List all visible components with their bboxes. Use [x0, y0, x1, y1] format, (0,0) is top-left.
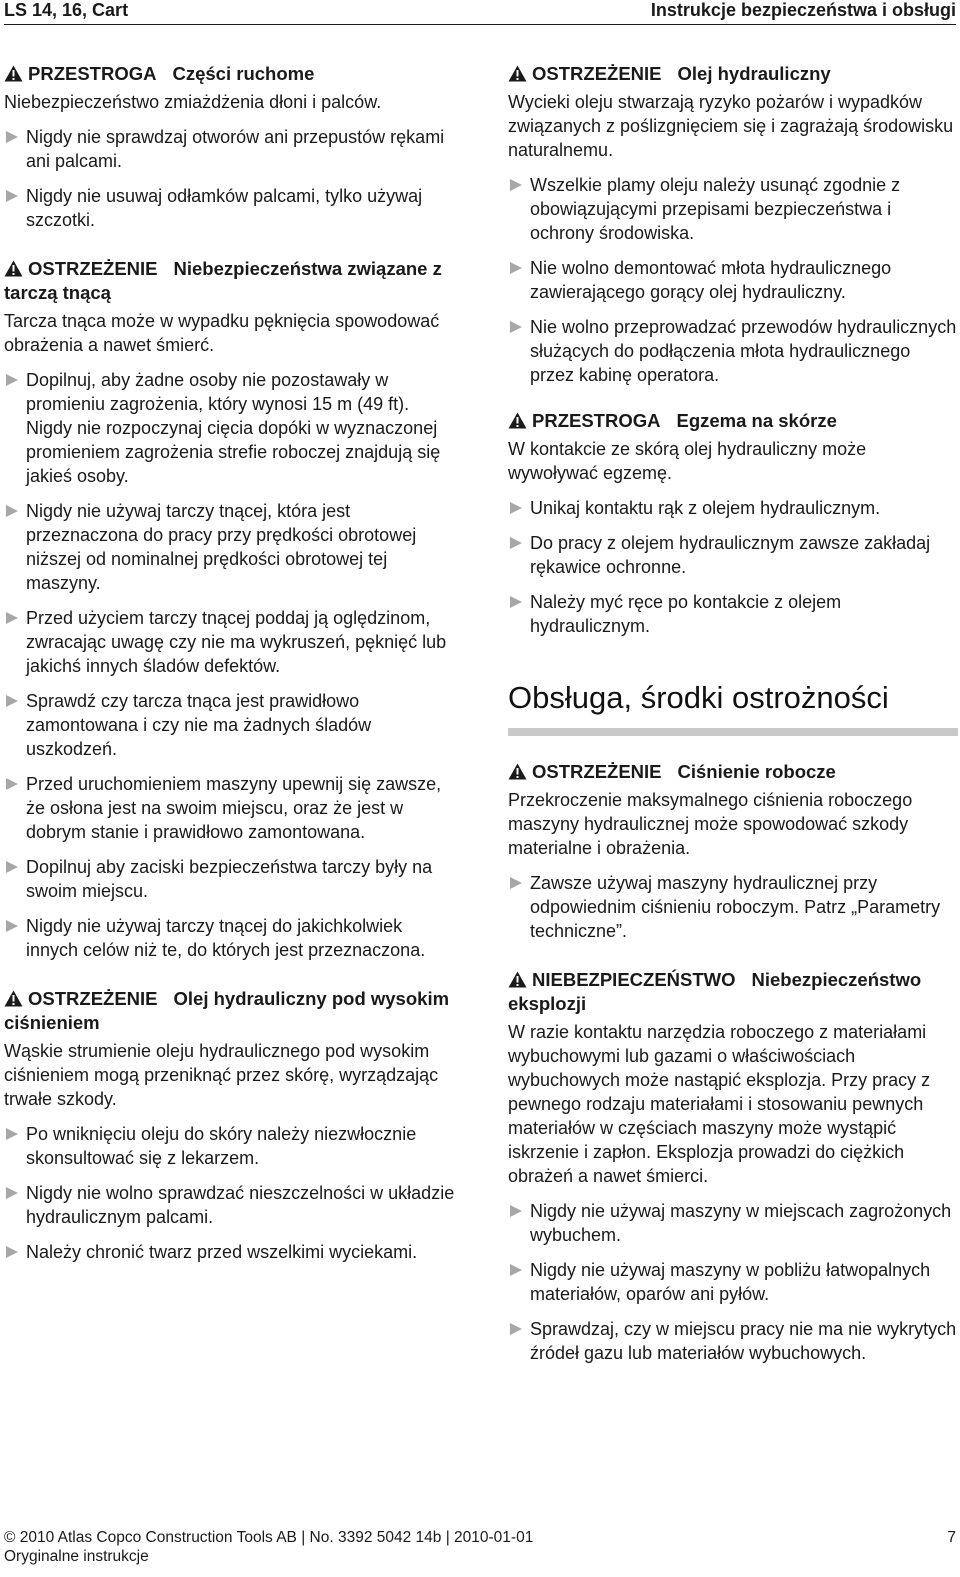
- warning-triangle-icon: [4, 260, 23, 277]
- bullet-arrow-icon: [6, 1187, 18, 1199]
- bullet-arrow-icon: [6, 131, 18, 143]
- header-product: LS 14, 16, Cart: [4, 0, 129, 20]
- list-item: Przed użyciem tarczy tnącej poddaj ją oględzinom, zwracając uwagę czy nie ma wykruszeń, pęknięć lub jakichś innych śladów defektów.: [4, 606, 456, 678]
- right-column: [508, 62, 958, 1365]
- bullet-arrow-icon: [6, 920, 18, 932]
- safety-section: [508, 760, 958, 943]
- signal-word: OSTRZEŻENIE: [532, 761, 662, 782]
- bullet-arrow-icon: [510, 596, 522, 608]
- bullet-arrow-icon: [510, 321, 522, 333]
- bullet-arrow-icon: [6, 374, 18, 386]
- left-column: [4, 62, 456, 1264]
- bullet-arrow-icon: [510, 877, 522, 889]
- bullet-list: [4, 1122, 456, 1264]
- list-item: Dopilnuj aby zaciski bezpieczeństwa tarczy były na swoim miejscu.: [4, 855, 456, 903]
- list-item: Nigdy nie używaj tarczy tnącej do jakichkolwiek innych celów niż te, do których jest przeznaczona.: [4, 914, 456, 962]
- section-description: Wąskie strumienie oleju hydraulicznego pod wysokim ciśnieniem mogą przeniknąć przez skórę, wyrządzając trwałe szkody.: [4, 1041, 439, 1109]
- bullet-list: [508, 173, 958, 387]
- chapter-heading-block: [508, 680, 958, 736]
- section-heading: [508, 760, 958, 784]
- list-item: Należy myć ręce po kontakcie z olejem hydraulicznym.: [508, 590, 958, 638]
- list-item: Nie wolno przeprowadzać przewodów hydraulicznych służących do podłączenia młota hydraulicznego przez kabinę operatora.: [508, 315, 958, 387]
- page-footer: [4, 1528, 956, 1566]
- section-title: Olej hydrauliczny: [677, 63, 831, 84]
- bullet-arrow-icon: [510, 179, 522, 191]
- list-item: Należy chronić twarz przed wszelkimi wyciekami.: [4, 1240, 456, 1264]
- list-item: Nigdy nie usuwaj odłamków palcami, tylko używaj szczotki.: [4, 184, 456, 232]
- bullet-arrow-icon: [510, 1264, 522, 1276]
- signal-word: OSTRZEŻENIE: [28, 988, 158, 1009]
- safety-section: [508, 409, 958, 638]
- bullet-arrow-icon: [510, 1205, 522, 1217]
- list-item: Dopilnuj, aby żadne osoby nie pozostawały w promieniu zagrożenia, który wynosi 15 m (49 ft). Nigdy nie rozpoczynaj cięcia dopóki w wyznaczonej promieniem zagrożenia strefie roboczej znajdują się jakieś osoby.: [4, 368, 456, 488]
- footer-copyright: © 2010 Atlas Copco Construction Tools AB | No. 3392 5042 14b | 2010-01-01: [4, 1529, 534, 1546]
- section-heading: [4, 62, 456, 86]
- list-item: Nigdy nie wolno sprawdzać nieszczelności w układzie hydraulicznym palcami.: [4, 1181, 456, 1229]
- bullet-arrow-icon: [6, 861, 18, 873]
- footer-original-note: Oryginalne instrukcje: [4, 1548, 149, 1565]
- list-item: Nigdy nie sprawdzaj otworów ani przepustów rękami ani palcami.: [4, 125, 456, 173]
- bullet-list: [508, 496, 958, 638]
- signal-word: PRZESTROGA: [532, 410, 661, 431]
- safety-section: [508, 968, 958, 1365]
- section-description: Tarcza tnąca może w wypadku pęknięcia spowodować obrażenia a nawet śmierć.: [4, 311, 440, 355]
- section-heading: [4, 987, 456, 1035]
- heading-underline-bar: [508, 728, 958, 736]
- list-item: Unikaj kontaktu rąk z olejem hydraulicznym.: [508, 496, 958, 520]
- warning-triangle-icon: [508, 412, 527, 429]
- list-item: Zawsze używaj maszyny hydraulicznej przy odpowiednim ciśnieniu roboczym. Patrz „Parametry techniczne”.: [508, 871, 958, 943]
- section-description: W kontakcie ze skórą olej hydrauliczny może wywoływać egzemę.: [508, 439, 867, 483]
- section-description: Wycieki oleju stwarzają ryzyko pożarów i wypadków związanych z poślizgnięciem się i zagrażają środowisku naturalnemu.: [508, 92, 954, 160]
- bullet-list: [508, 1199, 958, 1365]
- bullet-arrow-icon: [6, 190, 18, 202]
- bullet-arrow-icon: [6, 778, 18, 790]
- list-item: Po wniknięciu oleju do skóry należy niezwłocznie skonsultować się z lekarzem.: [4, 1122, 456, 1170]
- list-item: Nigdy nie używaj maszyny w pobliżu łatwopalnych materiałów, oparów ani pyłów.: [508, 1258, 958, 1306]
- section-title: Egzema na skórze: [676, 410, 837, 431]
- bullet-arrow-icon: [510, 1323, 522, 1335]
- list-item: Wszelkie plamy oleju należy usunąć zgodnie z obowiązującymi przepisami bezpieczeństwa i ochrony środowiska.: [508, 173, 958, 245]
- section-title: Części ruchome: [172, 63, 315, 84]
- section-title: Olej hydrauliczny pod wysokim ciśnieniem: [4, 988, 450, 1033]
- bullet-arrow-icon: [6, 612, 18, 624]
- list-item: Przed uruchomieniem maszyny upewnij się zawsze, że osłona jest na swoim miejscu, oraz że jest w dobrym stanie i prawidłowo zamontowana.: [4, 772, 456, 844]
- section-title: Niebezpieczeństwo eksplozji: [508, 969, 922, 1014]
- list-item: Do pracy z olejem hydraulicznym zawsze zakładaj rękawice ochronne.: [508, 531, 958, 579]
- bullet-arrow-icon: [6, 1128, 18, 1140]
- warning-triangle-icon: [4, 65, 23, 82]
- list-item: Sprawdź czy tarcza tnąca jest prawidłowo zamontowana i czy nie ma żadnych śladów uszkodzeń.: [4, 689, 456, 761]
- signal-word: OSTRZEŻENIE: [28, 258, 158, 279]
- bullet-arrow-icon: [510, 502, 522, 514]
- bullet-arrow-icon: [510, 537, 522, 549]
- chapter-heading: Obsługa, środki ostrożności: [508, 680, 889, 715]
- bullet-arrow-icon: [6, 505, 18, 517]
- warning-triangle-icon: [508, 971, 527, 988]
- safety-section: [4, 62, 456, 232]
- section-heading: [508, 62, 958, 86]
- page-number: 7: [947, 1529, 956, 1546]
- section-title: Ciśnienie robocze: [677, 761, 836, 782]
- list-item: Nigdy nie używaj maszyny w miejscach zagrożonych wybuchem.: [508, 1199, 958, 1247]
- warning-triangle-icon: [4, 990, 23, 1007]
- bullet-arrow-icon: [6, 695, 18, 707]
- page-header: [4, 0, 956, 25]
- section-description: W razie kontaktu narzędzia roboczego z materiałami wybuchowymi lub gazami o właściwościach wybuchowych może nastąpić eksplozja. Przy pracy z pewnego rodzaju materiałami i stosowaniu pewnych materiałów w częściach maszyny może wystąpić iskrzenie i zapłon. Eksplozja prowadzi do ciężkich obrażeń a nawet śmierci.: [508, 1022, 931, 1186]
- signal-word: NIEBEZPIECZEŃSTWO: [532, 969, 736, 990]
- section-description: Niebezpieczeństwo zmiażdżenia dłoni i palców.: [4, 92, 382, 112]
- safety-section: [4, 987, 456, 1264]
- bullet-arrow-icon: [510, 262, 522, 274]
- section-heading: [508, 409, 958, 433]
- warning-triangle-icon: [508, 763, 527, 780]
- list-item: Nigdy nie używaj tarczy tnącej, która jest przeznaczona do pracy przy prędkości obrotowej niższej od nominalnej prędkości obrotowej tej maszyny.: [4, 499, 456, 595]
- warning-triangle-icon: [508, 65, 527, 82]
- section-heading: [508, 968, 958, 1016]
- safety-section: [508, 62, 958, 387]
- bullet-list: [4, 125, 456, 232]
- signal-word: PRZESTROGA: [28, 63, 157, 84]
- bullet-list: [508, 871, 958, 943]
- section-heading: [4, 257, 456, 305]
- safety-section: [4, 257, 456, 962]
- header-doc-title: Instrukcje bezpieczeństwa i obsługi: [650, 0, 956, 20]
- list-item: Sprawdzaj, czy w miejscu pracy nie ma nie wykrytych źródeł gazu lub materiałów wybuchowych.: [508, 1317, 958, 1365]
- bullet-arrow-icon: [6, 1246, 18, 1258]
- section-description: Przekroczenie maksymalnego ciśnienia roboczego maszyny hydraulicznej może spowodować szkody materialne i obrażenia.: [508, 790, 913, 858]
- section-title: Niebezpieczeństwa związane z tarczą tnącą: [4, 258, 442, 303]
- list-item: Nie wolno demontować młota hydraulicznego zawierającego gorący olej hydrauliczny.: [508, 256, 958, 304]
- bullet-list: [4, 368, 456, 962]
- signal-word: OSTRZEŻENIE: [532, 63, 662, 84]
